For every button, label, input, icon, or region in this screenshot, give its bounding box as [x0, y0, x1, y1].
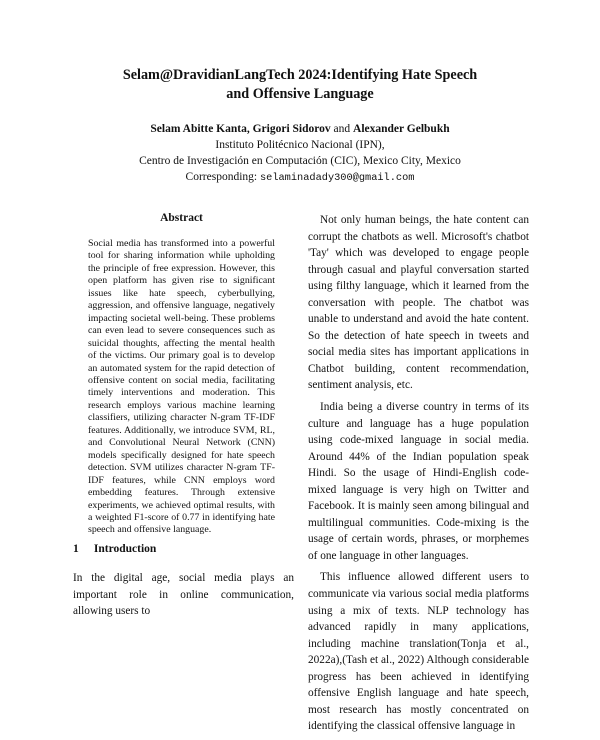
title-line-1: Selam@DravidianLangTech 2024:Identifying Hate Speech [122, 67, 478, 83]
abstract-heading: Abstract [160, 212, 203, 224]
paper-title [60, 66, 540, 104]
author-names-2: Alexander Gelbukh [353, 123, 450, 135]
corresponding-email: selaminadady300@gmail.com [259, 172, 415, 184]
title-line-2: and Offensive Language [226, 86, 374, 102]
corresponding-label: Corresponding: [185, 171, 258, 183]
author-and: and [333, 123, 351, 135]
paragraph-2: India being a diverse country in terms of its culture and language has a huge population using code-mixed language in social media. Around 44% of the Indian population speak Hindi. So the usage of Hindi-English code-mixed language is very high on Twitter and Facebook. It is mainly seen among bilingual and multilingual communities. Code-mixing is the usage of certain words, phrases, or morphemes of one language in other languages. [308, 401, 529, 562]
corresponding-line [60, 169, 540, 186]
author-names [60, 121, 540, 137]
affiliation-line-2: Centro de Investigación en Computación (CIC), Mexico City, Mexico [139, 155, 461, 167]
section-heading-introduction [73, 543, 293, 555]
abstract-body: Social media has transformed into a powerful tool for sharing information while upholding the principle of free expression. However, this open platform has given rise to significant issues like hate speech, cyberbullying, aggression, and offensive language, negatively impacting societal well-being. These problems can even lead to severe consequences such as suicidal thoughts, affecting the mental health of the victims. Our primary goal is to develop an automated system for the rapid detection of offensive content on social media, facilitating timely interventions and moderation. This research employs various machine learning classifiers, utilizing character N-gram TF-IDF features. Additionally, we introduce SVM, RL, and Convolutional Neural Network (CNN) models specifically designed for hate speech detection. SVM utilizes character N-gram TF-IDF features, while CNN employs word embedding features. Through extensive experiments, we achieved optimal results, with a weighted F1-score of 0.77 in identifying hate speech and offensive language. [88, 238, 275, 536]
author-block [60, 121, 540, 186]
affiliation-line-1: Instituto Politécnico Nacional (IPN), [215, 139, 385, 151]
introduction-text: In the digital age, social media plays an important role in online communication, allowing users to [73, 572, 294, 618]
right-column [308, 212, 529, 740]
paragraph-1: Not only human beings, the hate content can corrupt the chatbots as well. Microsoft's chatbot 'Tay' which was developed to engage people through casual and playful conversation started using filthy language, which it learned from the conversation with people. The chatbot was unable to understand and avoid the hate content. So the detection of hate speech in tweets and social media sites has important applications in Chatbot building, content recommendation, sentiment analysis, etc. [308, 214, 529, 392]
paragraph-3: This influence allowed different users to communicate via various social media platforms using a mix of texts. NLP technology has advanced rapidly in many applications, including machine translation(Tonja et al., 2022a),(Tash et al., 2022) Although considerable progress has been achieved in identifying offensive English language and hate speech, most research has mostly concentrated on identifying the classical offensive language in [308, 571, 529, 733]
author-names-1: Selam Abitte Kanta, Grigori Sidorov [150, 123, 331, 135]
section-number: 1 [73, 543, 79, 555]
section-title: Introduction [93, 543, 157, 555]
